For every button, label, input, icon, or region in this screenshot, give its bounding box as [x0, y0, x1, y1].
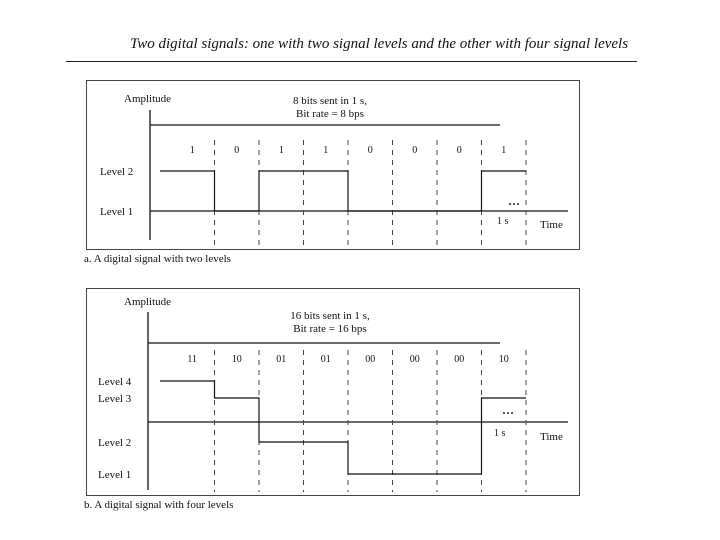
- panel_a-bit-label: 1: [278, 145, 284, 156]
- panel_b-level-label-4: Level 4: [98, 376, 132, 388]
- panel_b-level-label-2: Level 2: [98, 437, 132, 449]
- caption-two-levels: a. A digital signal with two levels: [84, 253, 231, 265]
- figure-title: Two digital signals: one with two signal levels and the other with four signal levels: [130, 36, 629, 52]
- panel_a-level-label-2: Level 2: [100, 166, 134, 178]
- panel_b-note-bits: 16 bits sent in 1 s,: [290, 310, 370, 322]
- panel_b-ellipsis: ...: [502, 401, 514, 418]
- panel_a-note-bits: 8 bits sent in 1 s,: [293, 95, 367, 107]
- panel_b-time-label: Time: [540, 431, 563, 443]
- panel_a-ellipsis: ...: [508, 192, 520, 209]
- panel_b-note-bitrate: Bit rate = 16 bps: [293, 323, 367, 335]
- panel_b-bit-label: 10: [231, 354, 242, 365]
- panel_a-bit-label: 1: [189, 145, 195, 156]
- panel_b-bit-label: 00: [409, 354, 420, 365]
- panel_b-amplitude-label: Amplitude: [124, 296, 172, 308]
- panel_a-bit-label: 1: [501, 145, 507, 156]
- caption-four-levels: b. A digital signal with four levels: [84, 499, 234, 511]
- panel_b-bit-label: 00: [365, 354, 376, 365]
- panel_b-level-label-3: Level 3: [98, 393, 132, 405]
- panel_a-time-label: Time: [540, 219, 563, 231]
- panel_a-bit-label: 0: [456, 145, 462, 156]
- panel_a-bit-label: 1: [323, 145, 329, 156]
- panel_a-bit-label: 0: [234, 145, 240, 156]
- panel_a-bit-label: 0: [367, 145, 373, 156]
- panel_b-bit-label: 01: [320, 354, 331, 365]
- panel_a-note-bitrate: Bit rate = 8 bps: [296, 108, 364, 120]
- panel_b-bit-label: 01: [276, 354, 287, 365]
- panel_b-bit-label: 00: [454, 354, 465, 365]
- panel_b-bit-label: 10: [498, 354, 509, 365]
- panel_b-level-label-1: Level 1: [98, 469, 132, 481]
- panel_a-amplitude-label: Amplitude: [124, 93, 172, 105]
- panel_b-one-second-label: 1 s: [494, 428, 506, 439]
- panel_a-one-second-label: 1 s: [497, 216, 509, 227]
- panel_b-bit-label: 11: [187, 354, 198, 365]
- panel_a-level-label-1: Level 1: [100, 206, 134, 218]
- panel_a-bit-label: 0: [412, 145, 418, 156]
- panel_a-signal-trace: [160, 171, 526, 211]
